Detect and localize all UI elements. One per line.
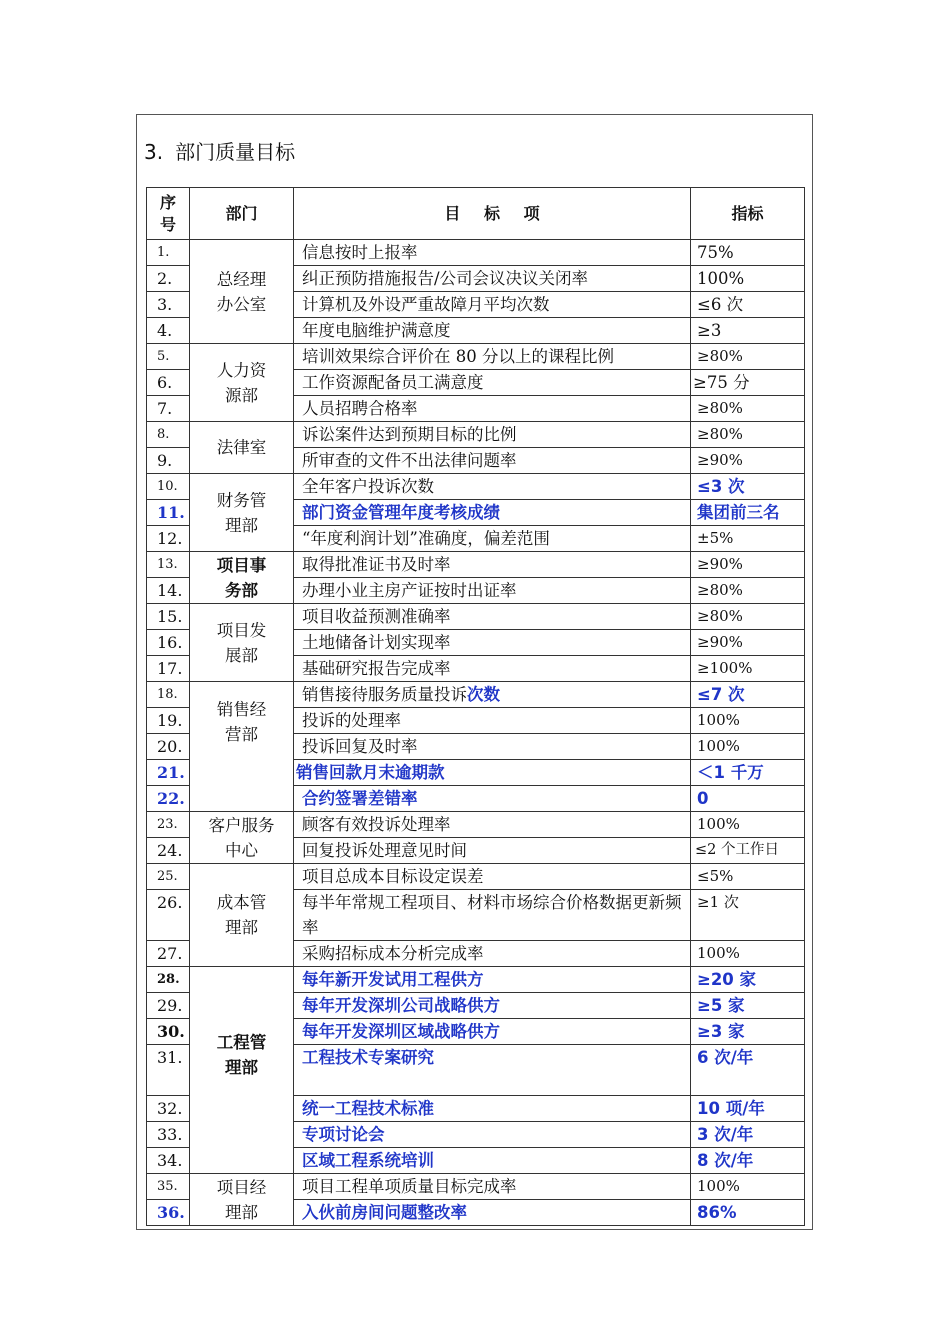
- row-indicator: ≥3 家: [691, 1019, 805, 1045]
- table-row: [147, 604, 805, 630]
- row-indicator: ≥80%: [691, 578, 805, 604]
- row-item: 项目工程单项质量目标完成率: [294, 1174, 691, 1200]
- row-indicator: ≤5%: [691, 864, 805, 890]
- row-item: 项目总成本目标设定误差: [294, 864, 691, 890]
- dept-cell: 成本管理部: [190, 864, 294, 967]
- row-item: 每年开发深圳公司战略供方: [294, 993, 691, 1019]
- row-seq: 13.: [147, 552, 190, 578]
- row-indicator: ≥90%: [691, 448, 805, 474]
- row-indicator: 3 次/年: [691, 1122, 805, 1148]
- row-indicator: ≥80%: [691, 396, 805, 422]
- row-indicator: 100%: [691, 812, 805, 838]
- row-seq: 20.: [147, 734, 190, 760]
- table-row: [147, 240, 805, 266]
- row-indicator: 集团前三名: [691, 500, 805, 526]
- dept-cell: 销售经营部: [190, 682, 294, 812]
- row-seq: 5.: [147, 344, 190, 370]
- row-seq: 19.: [147, 708, 190, 734]
- row-seq: 17.: [147, 656, 190, 682]
- row-item: 回复投诉处理意见时间: [294, 838, 691, 864]
- row-seq: 32.: [147, 1096, 190, 1122]
- row-indicator: ≥80%: [691, 344, 805, 370]
- table-row: [147, 864, 805, 890]
- section-number: 3.: [144, 140, 164, 164]
- table-row: [147, 422, 805, 448]
- dept-cell: 总经理办公室: [190, 240, 294, 344]
- row-seq: 6.: [147, 370, 190, 396]
- row-indicator: 100%: [691, 266, 805, 292]
- row-seq: 15.: [147, 604, 190, 630]
- row-seq: 7.: [147, 396, 190, 422]
- row-indicator: ≥80%: [691, 422, 805, 448]
- row-item: 土地储备计划实现率: [294, 630, 691, 656]
- row-item: 办理小业主房产证按时出证率: [294, 578, 691, 604]
- row-indicator: 86%: [691, 1200, 805, 1226]
- row-item: 专项讨论会: [294, 1122, 691, 1148]
- row-indicator: 100%: [691, 708, 805, 734]
- row-seq: 22.: [147, 786, 190, 812]
- row-item: 销售接待服务质量投诉次数: [294, 682, 691, 708]
- row-item: 销售回款月末逾期款: [294, 760, 691, 786]
- row-seq: 35.: [147, 1174, 190, 1200]
- section-heading: [144, 136, 295, 165]
- row-indicator: 100%: [691, 1174, 805, 1200]
- row-indicator: ≥80%: [691, 604, 805, 630]
- row-seq: 18.: [147, 682, 190, 708]
- row-item: 取得批准证书及时率: [294, 552, 691, 578]
- row-item: 诉讼案件达到预期目标的比例: [294, 422, 691, 448]
- row-indicator: ≤6 次: [691, 292, 805, 318]
- row-item: 采购招标成本分析完成率: [294, 941, 691, 967]
- row-seq: 14.: [147, 578, 190, 604]
- row-item: 合约签署差错率: [294, 786, 691, 812]
- row-indicator: ≥5 家: [691, 993, 805, 1019]
- row-indicator: ＜1 千万: [691, 760, 805, 786]
- dept-cell: 客户服务中心: [190, 812, 294, 864]
- row-indicator: 100%: [691, 941, 805, 967]
- row-item: 投诉的处理率: [294, 708, 691, 734]
- row-indicator: ≥100%: [691, 656, 805, 682]
- dept-cell: 人力资源部: [190, 344, 294, 422]
- header-dept: 部门: [190, 188, 294, 240]
- header-item: 目 标 项: [294, 188, 691, 240]
- row-indicator: ≤2 个工作日: [691, 838, 805, 864]
- header-indicator: 指标: [691, 188, 805, 240]
- dept-cell: 项目经理部: [190, 1174, 294, 1226]
- row-seq: 36.: [147, 1200, 190, 1226]
- row-item: “年度利润计划”准确度，偏差范围: [294, 526, 691, 552]
- row-seq: 16.: [147, 630, 190, 656]
- row-seq: 9.: [147, 448, 190, 474]
- row-indicator: ≥90%: [691, 552, 805, 578]
- row-item: 基础研究报告完成率: [294, 656, 691, 682]
- table-row: [147, 1174, 805, 1200]
- row-item: 全年客户投诉次数: [294, 474, 691, 500]
- row-item: 培训效果综合评价在 80 分以上的课程比例: [294, 344, 691, 370]
- row-item: 工作资源配备员工满意度: [294, 370, 691, 396]
- row-indicator: ≥20 家: [691, 967, 805, 993]
- row-seq: 28.: [147, 967, 190, 993]
- dept-cell: 法律室: [190, 422, 294, 474]
- row-seq: 26.: [147, 890, 190, 941]
- row-item: 每半年常规工程项目、材料市场综合价格数据更新频率: [294, 890, 691, 941]
- row-indicator: ≥75 分: [691, 370, 805, 396]
- row-item: 所审查的文件不出法律问题率: [294, 448, 691, 474]
- row-seq: 31.: [147, 1045, 190, 1096]
- row-seq: 33.: [147, 1122, 190, 1148]
- row-seq: 4.: [147, 318, 190, 344]
- row-seq: 24.: [147, 838, 190, 864]
- row-item: 纠正预防措施报告/公司会议决议关闭率: [294, 266, 691, 292]
- row-item: 每年开发深圳区域战略供方: [294, 1019, 691, 1045]
- row-indicator: ≥1 次: [691, 890, 805, 941]
- row-item: 工程技术专案研究: [294, 1045, 691, 1096]
- row-seq: 23.: [147, 812, 190, 838]
- row-item: 年度电脑维护满意度: [294, 318, 691, 344]
- row-item: 区域工程系统培训: [294, 1148, 691, 1174]
- dept-cell: 项目发展部: [190, 604, 294, 682]
- row-seq: 34.: [147, 1148, 190, 1174]
- section-title: 部门质量目标: [175, 140, 296, 164]
- row-seq: 3.: [147, 292, 190, 318]
- row-indicator: 75%: [691, 240, 805, 266]
- row-indicator: 8 次/年: [691, 1148, 805, 1174]
- header-seq: 序号: [147, 188, 190, 240]
- table-row: [147, 552, 805, 578]
- row-item: 项目收益预测准确率: [294, 604, 691, 630]
- row-seq: 2.: [147, 266, 190, 292]
- row-indicator: 0: [691, 786, 805, 812]
- dept-cell: 财务管理部: [190, 474, 294, 552]
- dept-cell: 项目事务部: [190, 552, 294, 604]
- table-row: [147, 682, 805, 708]
- quality-target-table: [146, 187, 805, 1226]
- row-seq: 29.: [147, 993, 190, 1019]
- row-item: 统一工程技术标准: [294, 1096, 691, 1122]
- row-seq: 12.: [147, 526, 190, 552]
- row-seq: 27.: [147, 941, 190, 967]
- row-indicator: 10 项/年: [691, 1096, 805, 1122]
- row-item: 人员招聘合格率: [294, 396, 691, 422]
- row-item: 每年新开发试用工程供方: [294, 967, 691, 993]
- dept-cell: 工程管理部: [190, 967, 294, 1174]
- row-seq: 30.: [147, 1019, 190, 1045]
- row-item: 部门资金管理年度考核成绩: [294, 500, 691, 526]
- table-row: [147, 344, 805, 370]
- row-item: 顾客有效投诉处理率: [294, 812, 691, 838]
- row-indicator: ≥3: [691, 318, 805, 344]
- table-header-row: [147, 188, 805, 240]
- row-seq: 11.: [147, 500, 190, 526]
- row-seq: 21.: [147, 760, 190, 786]
- row-seq: 10.: [147, 474, 190, 500]
- row-indicator: ≤7 次: [691, 682, 805, 708]
- row-item: 入伙前房间问题整改率: [294, 1200, 691, 1226]
- table-row: [147, 812, 805, 838]
- row-item: 信息按时上报率: [294, 240, 691, 266]
- row-indicator: ≥90%: [691, 630, 805, 656]
- row-indicator: ≤3 次: [691, 474, 805, 500]
- row-item: 计算机及外设严重故障月平均次数: [294, 292, 691, 318]
- row-indicator: 6 次/年: [691, 1045, 805, 1096]
- row-seq: 1.: [147, 240, 190, 266]
- row-indicator: ±5%: [691, 526, 805, 552]
- table-row: [147, 967, 805, 993]
- row-item: 投诉回复及时率: [294, 734, 691, 760]
- row-seq: 25.: [147, 864, 190, 890]
- table-row: [147, 474, 805, 500]
- row-seq: 8.: [147, 422, 190, 448]
- row-indicator: 100%: [691, 734, 805, 760]
